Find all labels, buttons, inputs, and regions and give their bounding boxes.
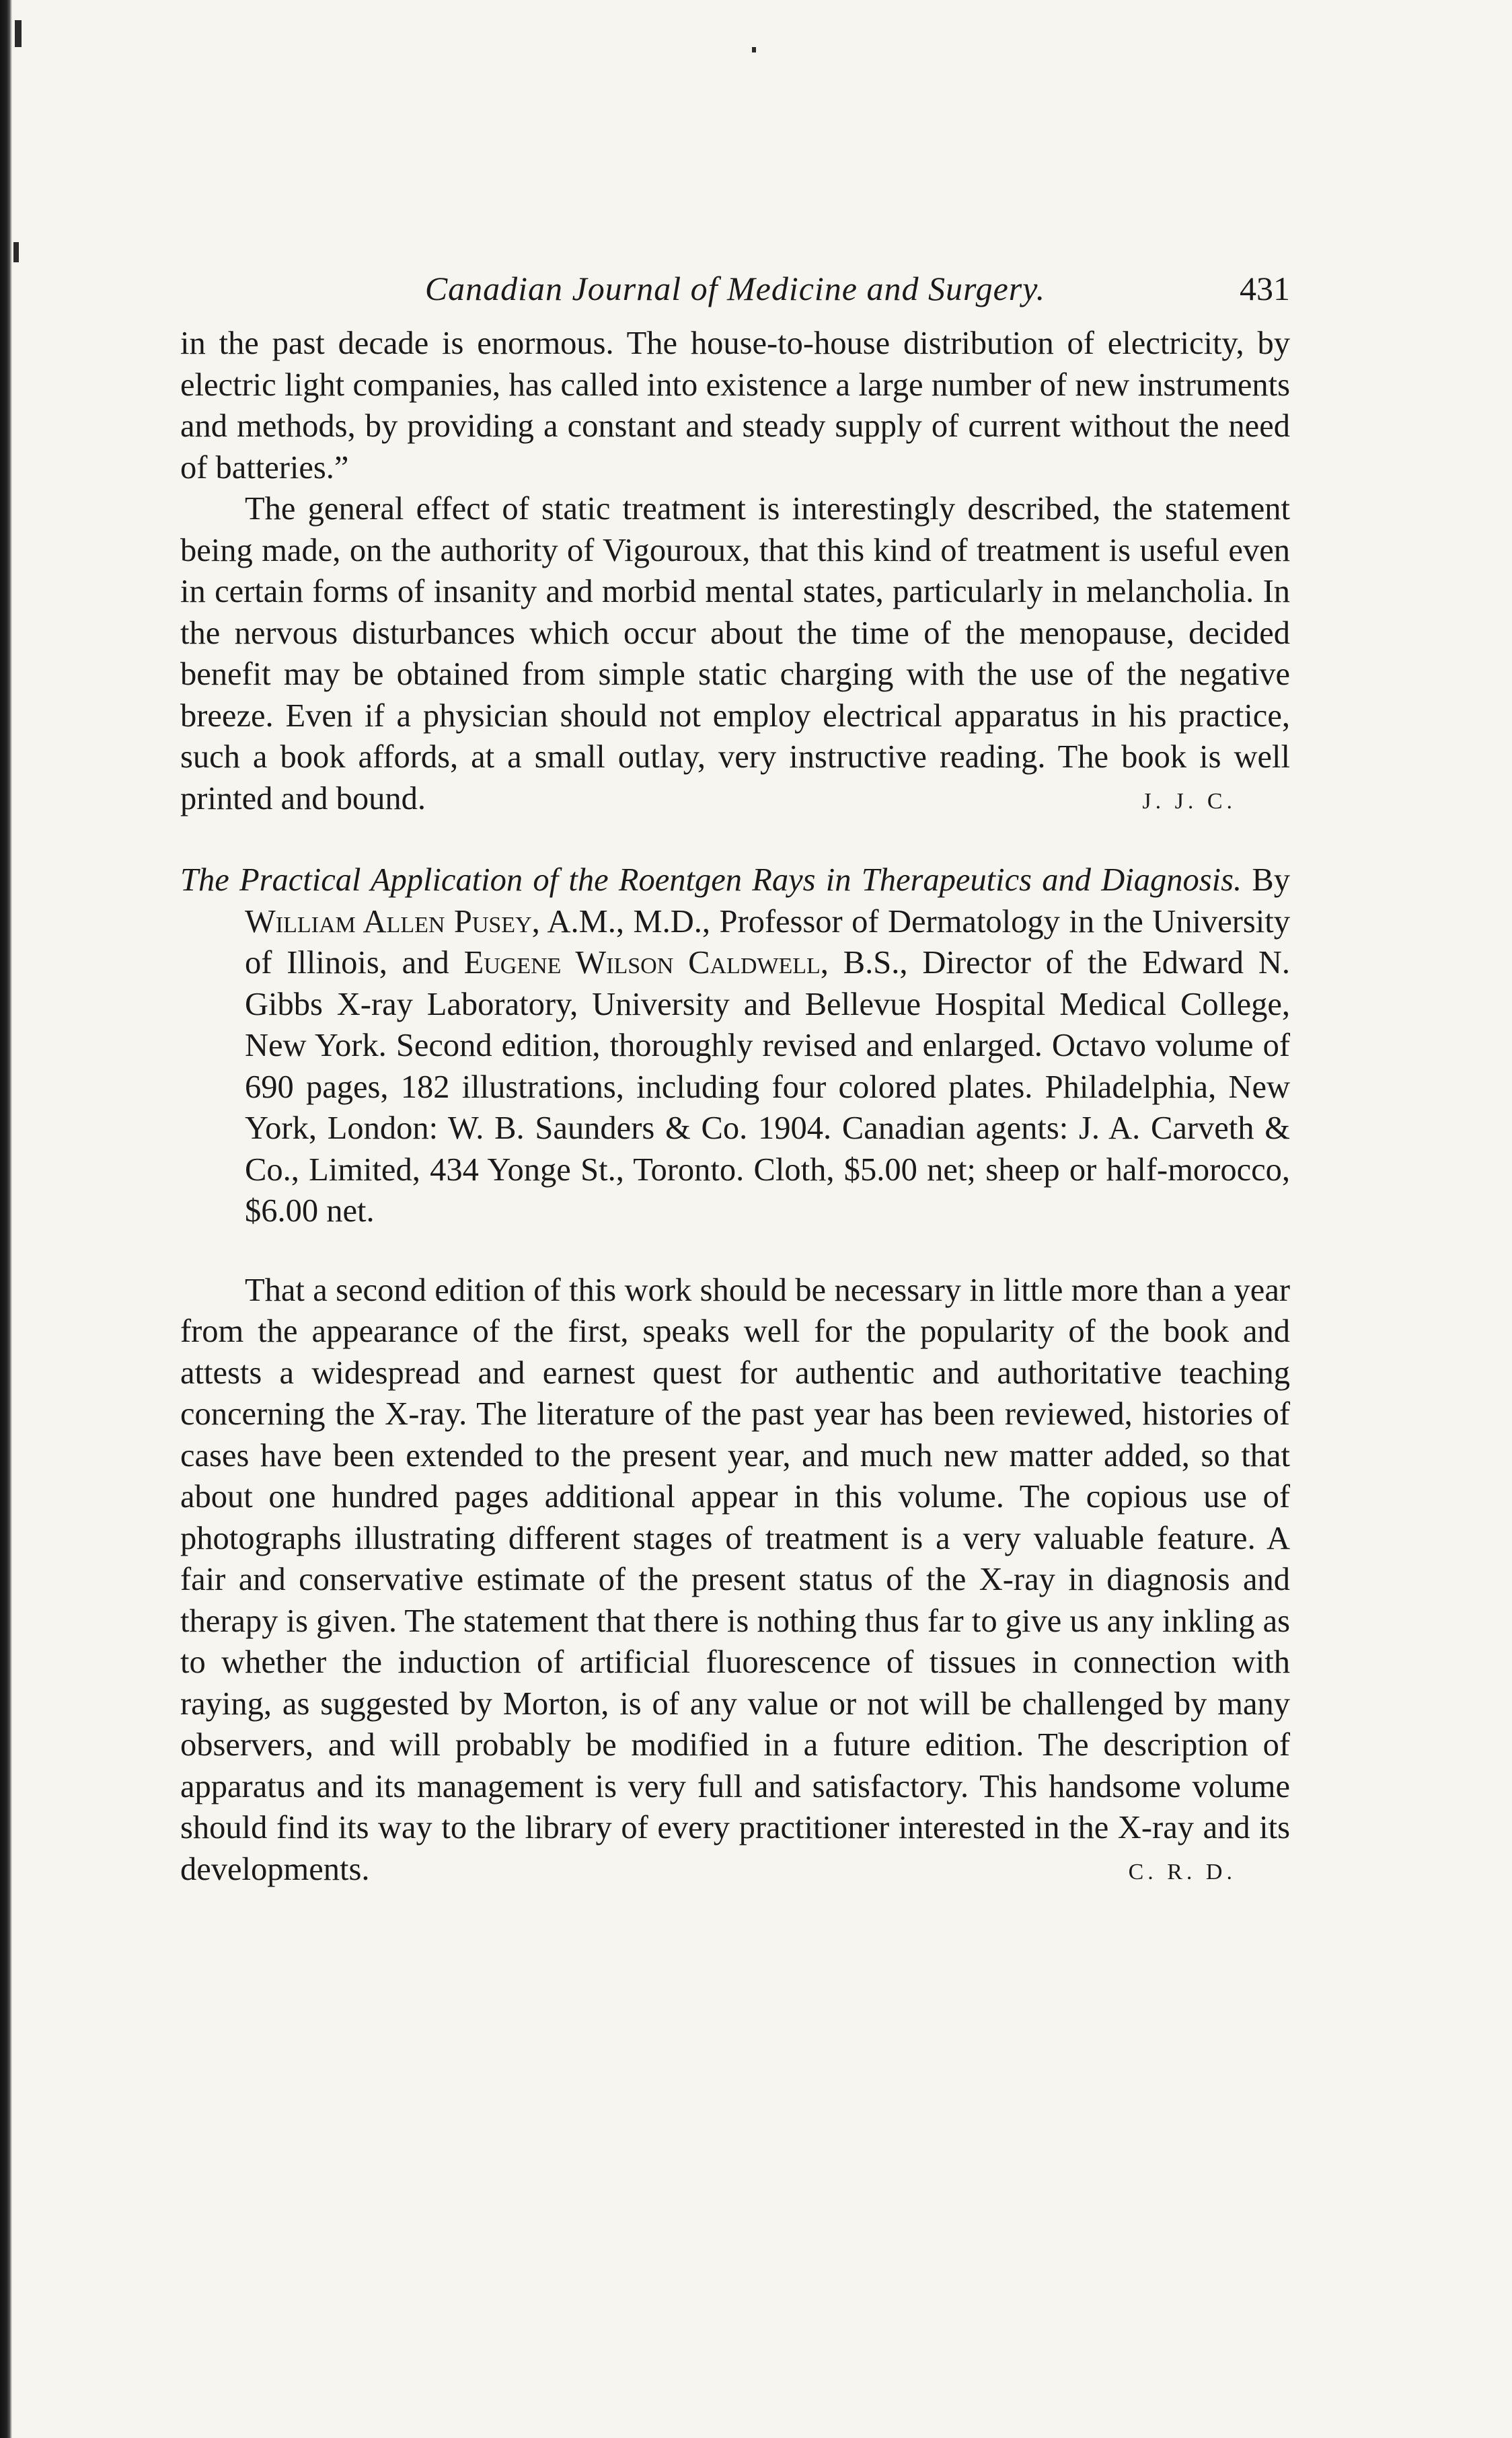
page-binding-edge <box>0 0 12 2438</box>
running-head <box>180 269 1290 323</box>
page-content <box>180 269 1290 1893</box>
by-label: By <box>1252 862 1290 898</box>
journal-title: Canadian Journal of Medicine and Surgery. <box>424 270 1046 307</box>
page-number: 431 <box>1240 270 1290 307</box>
review-paragraph-text: The general effect of static treatment is interestingly described, the statement being made, on the authority of Vigouroux, that this kind of treatment is useful even in certain forms of insanity and morbid mental states, particularly in melancholia. In the nervous disturbances which occur about the time of the menopause, decided benefit may be obtained from simple static charging with the use of the negative breeze. Even if a physician should not employ electrical apparatus in his practice, such a book affords, at a small outlay, very instructive reading. The book is well printed and bound. <box>180 491 1290 816</box>
author-name: William Allen Pusey <box>245 903 532 940</box>
review-body <box>180 1270 1290 1891</box>
review-paragraph <box>180 488 1290 819</box>
author-credentials: , A.M., M.D., Professor of Dermatology in the University of Illinois, and <box>245 903 1290 981</box>
scan-speck <box>752 47 756 52</box>
reviewer-signature: J. J. C. <box>1142 788 1236 814</box>
book-title: The Practical Application of the Roentgen Rays in Therapeutics and Diagnosis. <box>180 862 1242 898</box>
author-name: Eugene Wilson Caldwell <box>463 945 821 981</box>
scan-speck <box>15 20 22 47</box>
reviewer-signature: C. R. D. <box>1128 1859 1236 1884</box>
author-credentials: , B.S., Director of the Edward N. Gibbs X-ray Laboratory, University and Bellevue Hospital Medical College, New York. Second edition, thoroughly revised and enlarged. Octavo volume of 690 pages, 182 illustrations, including four colored plates. Philadelphia, New York, London: W. B. Saunders & Co. 1904. Canadian agents: J. A. Carveth & Co., Limited, 434 Yonge St., Toronto. Cloth, $5.00 net; sheep or half-morocco, $6.00 net. <box>245 945 1290 1229</box>
book-citation <box>180 860 1290 1232</box>
continued-paragraph: in the past decade is enormous. The house-to-house distribution of electricity, by electric light companies, has called into existence a large number of new instruments and methods, by providing a constant and steady supply of current without the need of batteries.” <box>180 326 1290 486</box>
review-body-text: That a second edition of this work should be necessary in little more than a year from the appearance of the first, speaks well for the popularity of the book and attests a widespread and earnest quest for authentic and authoritative teaching concerning the X-ray. The literature of the past year has been reviewed, histories of cases have been extended to the present year, and much new matter added, so that about one hundred pages additional appear in this volume. The copious use of photographs illustrating different stages of treatment is a very valuable feature. A fair and conservative estimate of the present status of the X-ray in diagnosis and therapy is given. The statement that there is nothing thus far to give us any inkling as to whether the induction of artificial fluorescence of tissues in connection with raying, as suggested by Morton, is of any value or not will be challenged by many observers, and will probably be modified in a future edition. The description of apparatus and its management is very full and satisfactory. This handsome volume should find its way to the library of every practitioner interested in the X-ray and its developments. <box>180 1272 1290 1887</box>
scan-speck <box>13 242 19 262</box>
